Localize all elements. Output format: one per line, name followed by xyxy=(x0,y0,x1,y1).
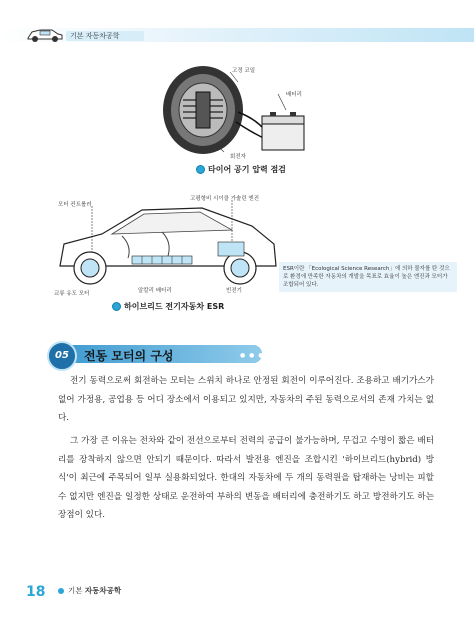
section-number: 05 xyxy=(47,341,77,371)
label-ac-motor: 교류 유도 모터 xyxy=(54,291,90,297)
car-logo-icon xyxy=(26,27,64,47)
label-fixed-coil: 고정 코일 xyxy=(232,68,256,74)
label-alkaline-battery: 알칼리 배터리 xyxy=(138,288,172,294)
esr-note: ESR이란 「Ecological Science Research」에 의하 물자를 탄 것으로 환경에 만족한 자동차의 개발을 목표로 효율이 높은 엔진과 모터가 조합되어 있다. xyxy=(279,262,457,292)
paragraph-2: 그 가장 큰 이유는 전차와 같이 전선으로부터 전력의 공급이 불가능하며, 무겁고 수명이 짧은 배터리를 장착하지 않으면 안되기 때문이다. 따라서 발전용 엔진을 조합시킨 '하이브리드(hybrid) 방식'이 최근에 주목되어 일부 실용화되었다. 한대의 자동차에 두 개의 동력원을 탑재하는 낭비는 피할 수 없지만 엔진을 일정한 상태로 운전하여 부하의 변동을 배터리에 충전하기도 하고 방전하기도 하는 장점이 있다. xyxy=(58,436,434,520)
paragraph-1: 전기 동력으로써 회전하는 모터는 스위치 하나로 안정된 회전이 이루어진다. 조용하고 배기가스가 없어 가정용, 공업용 등 어디 장소에서 이용되고 있지만, 자동차의 주된 동력으로서의 존재 가치는 없다. xyxy=(58,376,434,423)
caption-bullet-icon xyxy=(196,165,205,174)
caption-bullet-icon xyxy=(112,302,121,311)
figure2-caption: 하이브리드 전기자동차 ESR xyxy=(112,301,224,312)
page-number: 18 xyxy=(26,584,46,600)
hybrid-car-illustration xyxy=(52,196,282,300)
label-engine: 고평형비 시이클 가솔린 엔진 xyxy=(190,196,260,202)
label-gear: 빈전기 xyxy=(226,288,242,294)
label-rotor: 회전자 xyxy=(230,154,246,160)
section-dots-icon: ● ● ● xyxy=(240,352,265,359)
header-section-label: 기본 자동차공학 xyxy=(70,32,120,40)
footer-book-title: 기본 자동차공학 xyxy=(68,586,122,595)
label-battery: 배터리 xyxy=(286,92,302,98)
section-title: 전동 모터의 구성 xyxy=(84,349,174,363)
footer-bullet-icon xyxy=(58,588,64,594)
label-motor-controller: 모터 컨트롤러 xyxy=(58,202,92,208)
figure1-caption: 타이어 공기 압력 점검 xyxy=(196,164,286,175)
